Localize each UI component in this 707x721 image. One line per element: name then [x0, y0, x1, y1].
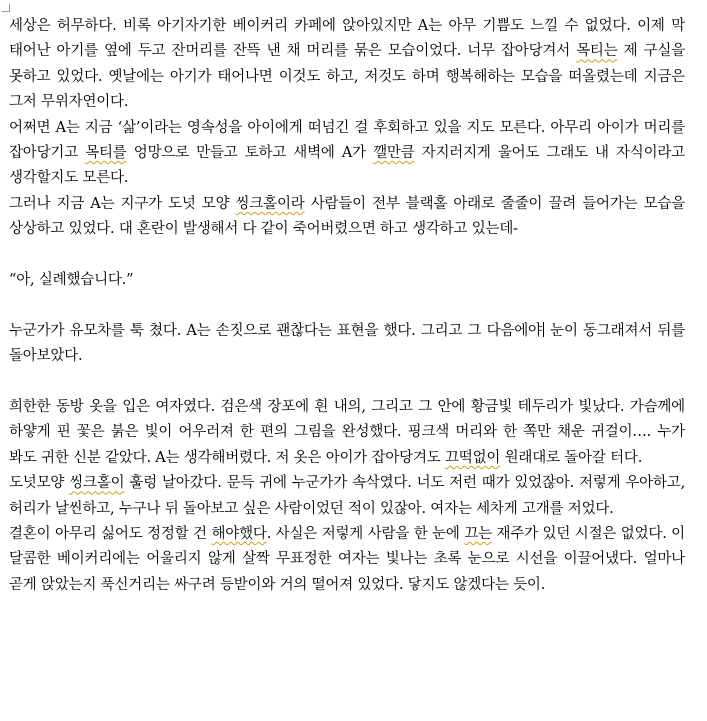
blank-line [9, 370, 685, 395]
blank-line [9, 243, 685, 268]
spellcheck-flagged-word: 해야했다 [211, 526, 267, 543]
paragraph [9, 471, 685, 522]
paragraph [9, 14, 685, 116]
paragraph [9, 319, 685, 370]
text-run: 눈이 동그래져서 뒤를 돌아보았다. [9, 322, 685, 365]
text-run: . 사실은 저렇게 사람을 한 눈에 [266, 526, 465, 543]
spellcheck-flagged-word: 목티를 [85, 145, 127, 162]
text-run: 희한한 동방 옷을 입은 여자였다. 검은색 장포에 흰 내의, 그리고 그 안에 황금빛 테두리가 빛났다. 가슴께에 하얗게 핀 꽃은 붉은 빛이 어우러져 한 편의 그림을 완성했다. 핑크색 머리와 한 쪽만 채운 귀걸이…. 누가 봐도 귀한 신분 같았다. A는 생각해버렸다. 저 옷은 아이가 잡아당겨도 [9, 399, 685, 466]
spellcheck-flagged-word: 목티는 [576, 43, 618, 60]
paragraph [9, 268, 685, 293]
paragraph [9, 522, 685, 598]
document-body[interactable] [9, 14, 685, 598]
text-run: 원래대로 돌아갈 터다. [500, 449, 643, 466]
blank-line [9, 293, 685, 318]
text-run: 엉망으로 만들고 토하고 새벽에 A가 [126, 145, 374, 162]
spellcheck-flagged-word: 씽크홀이라 [235, 195, 305, 212]
text-cursor [543, 322, 544, 337]
text-run: 제 구실을 못하고 있었다. 옛날에는 아기가 태어나면 이것도 하고, 저것도 하며 행복해하는 모습을 떠올렸는데 지금은 그저 무위자연이다. [9, 43, 685, 111]
text-run: 누군가가 유모차를 툭 쳤다. A는 손짓으로 괜찮다는 표현을 했다. 그리고 그 다음에야 [9, 322, 542, 339]
paragraph [9, 395, 685, 471]
text-run: 어쩌면 A는 지금 ‘삶’이라는 영속성을 아이에게 떠넘긴 걸 후회하고 있을 지도 모른다. 아무리 아이가 머리를 잡아당기고 [9, 119, 685, 162]
text-run: 세상은 허무하다. 비록 아기자기한 베이커리 카페에 앉아있지만 A는 아무 기쁨도 느낄 수 없었다. 이제 막 태어난 아기를 옆에 두고 잔머리를 잔뜩 낸 채 머리를 묶은 모습이었다. 너무 잡아당겨서 [9, 18, 685, 60]
text-run: 결혼이 아무리 싫어도 정정할 건 [9, 526, 212, 543]
paragraph [9, 116, 685, 192]
text-run: 사람들이 전부 블랙홀 아래로 줄줄이 끌려 들어가는 모습을 상상하고 있었다. 대 혼란이 발생해서 다 같이 죽어버렸으면 하고 생각하고 있는데- [9, 195, 686, 238]
text-run: 도넛모양 [9, 475, 70, 492]
text-boundary-mark [2, 4, 10, 12]
text-run: 그러나 지금 A는 지구가 도넛 모양 [9, 195, 236, 212]
text-run: “아, 실례했습니다.” [9, 272, 134, 289]
spellcheck-flagged-word: 끄는 [464, 526, 492, 543]
spellcheck-flagged-word: 끄떡없이 [444, 449, 501, 466]
spellcheck-flagged-word: 씽크홀이 [69, 475, 125, 492]
spellcheck-flagged-word: 깰만큼 [373, 145, 415, 162]
text-run: 자지러지게 울어도 그래도 내 자식이라고 생각할지도 모른다. [9, 145, 685, 187]
text-run: 재주가 있던 시절은 없었다. 이 달콤한 베이커리에는 어울리지 않게 살짝 무표정한 여자는 빛나는 초록 눈으로 시선을 이끌어냈다. 얼마나 곧게 앉았는지 푹신거리는 싸구려 등받이와 거의 떨어져 있었다. 닿지도 않겠다는 듯이. [9, 526, 685, 593]
paragraph [9, 192, 685, 243]
text-run: 훌렁 날아갔다. 문득 귀에 누군가가 속삭였다. 너도 저런 때가 있었잖아. 저렇게 우아하고, 허리가 날씬하고, 누구나 뒤 돌아보고 싶은 사람이었던 적이 있잖아. 여자는 세차게 고개를 저었다. [9, 475, 685, 517]
